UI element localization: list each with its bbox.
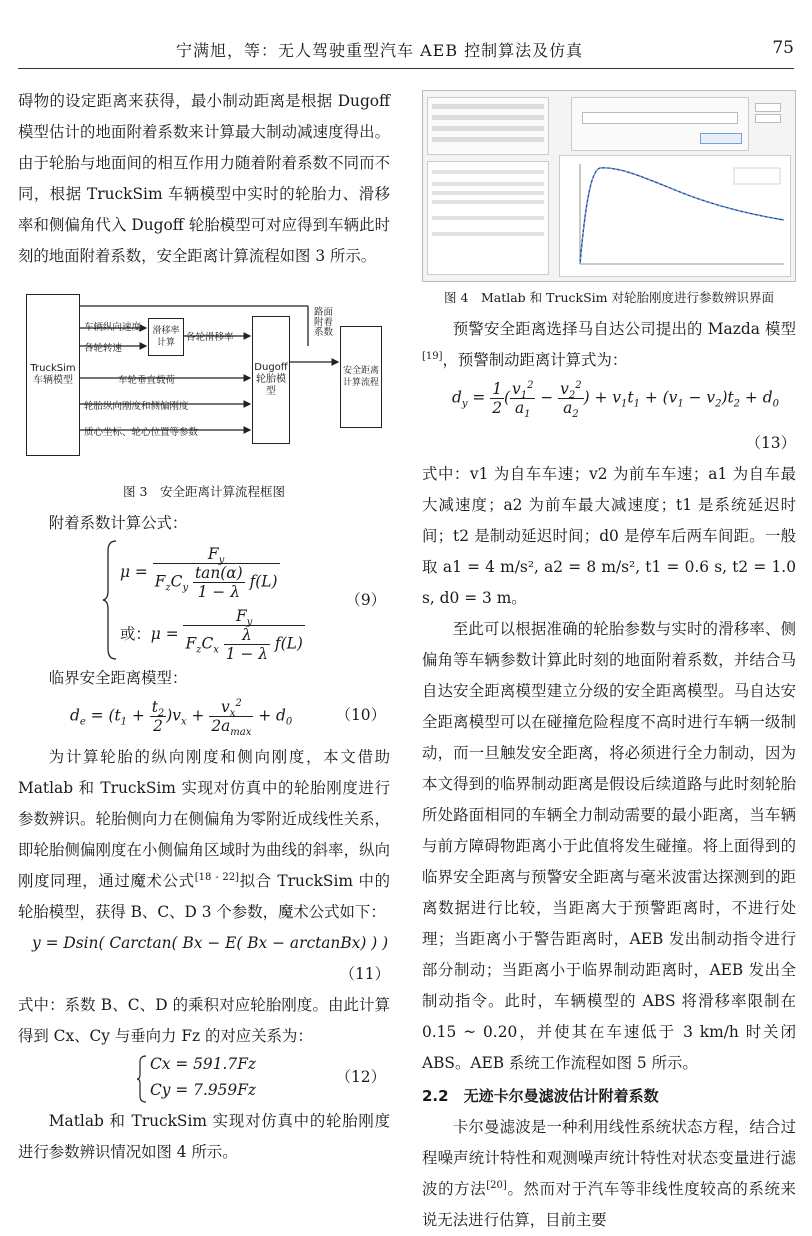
parameter-panel <box>427 97 549 155</box>
equation-13-number: （13） <box>745 434 796 452</box>
left-brace <box>102 539 118 661</box>
paragraph: 碍物的设定距离来获得，最小制动距离是根据 Dugoff 模型估计的地面附着系数来计算最大制动减速度得出。由于轮胎与地面间的相互作用力随着附着系数不同而不同，根据 TruckSim 车辆模型中实时的轮胎力、滑移率和侧偏角代入 Dugoff 轮胎模型可对应得到车辆此时刻的地面附着系数，安全距离计算流程如图 3 所示。 <box>18 92 390 265</box>
stop-button[interactable] <box>755 114 781 123</box>
label-misc-params: 质心坐标、轮心位置等参数 <box>84 427 199 438</box>
figure-4-caption: 图 4 Matlab 和 TruckSim 对轮胎刚度进行参数辨识界面 <box>444 290 774 305</box>
right-column <box>422 84 796 1236</box>
label-vertical-load: 车轮垂直载荷 <box>118 375 176 386</box>
equation-10-number: （10） <box>335 706 386 724</box>
equation-9-number: （9） <box>345 591 386 609</box>
box-slip-calc: 滑移率计算 <box>148 318 184 356</box>
fit-button[interactable] <box>755 103 781 112</box>
label-slip-ratio: 各轮滑移率 <box>186 332 234 343</box>
label-wheel-speed: 各轮转速 <box>84 343 123 354</box>
paragraph: 式中：v1 为自车车速；v2 为前车车速；a1 为自车最大减速度；a2 为前车最大减速度；t1 是系统延迟时间；t2 是制动延迟时间；d0 是停车后两车间距。一般取 a1 = 4 m/s², a2 = 8 m/s², t1 = 0.6 s, t2 = 1.0 s, d0 = 3 m。 <box>422 465 796 607</box>
paragraph: 预警安全距离选择马自达公司提出的 Mazda 模型[19]，预警制动距离计算式为： <box>422 320 796 369</box>
equation-11-number: （11） <box>339 965 390 983</box>
equation-12-number: （12） <box>335 1068 386 1086</box>
page-header <box>0 0 812 62</box>
equation-13: $d_y$ = $\frac{1}{2}$ ( $\frac{v_1^2}{a_1}$ − $\frac{v_2^2}{a_2}$ ) + $v_1t_1 + (v_1 - v_2)t_2 + d_0$ <box>452 379 779 421</box>
plot-legend <box>734 168 780 184</box>
paragraph: 式中：系数 B、C、D 的乘积对应轮胎刚度。由此计算得到 Cx、Cy 与垂向力 Fz 的对应关系为： <box>18 996 390 1045</box>
equation-10: $d_e = (t_1$ + $\frac{t_2}{2}$ )$v_x$ + $\frac{v_x^2}{2a_{max}}$ + $d_0$ （10） <box>70 697 386 739</box>
paragraph: 临界安全距离模型： <box>48 669 188 687</box>
label-tire-stiffness: 轮胎纵向刚度和侧偏刚度 <box>84 401 189 412</box>
left-brace <box>136 1054 148 1104</box>
box-trucksim: TruckSim车辆模型 <box>26 294 80 456</box>
label-vehicle-speed: 车辆纵向速度 <box>84 322 142 333</box>
equation-9: μ = $F_y$ $F_zC_y$ $\frac{\tan(\alpha)}{1 - \lambda}$ f(L) 或：μ = $F_y$ $F_zC_x$ $\frac{\lambda}{1 - \lambda}$ f(L) （9） <box>102 539 390 663</box>
header-rule <box>18 68 794 69</box>
paragraph: 为计算轮胎的纵向刚度和侧向刚度，本文借助 Matlab 和 TruckSim 实现对仿真中的轮胎刚度进行参数辨识。轮胎侧向力在侧偏角为零附近成线性关系，即轮胎侧偏刚度在小侧偏角区域时为曲线的斜率，纵向刚度同理，通过魔术公式[18 - 22]拟合 TruckSim 中的轮胎模型，获得 B、C、D 3 个参数，魔术公式如下： <box>18 748 390 921</box>
box-safe-distance: 安全距离计算流程 <box>340 326 382 428</box>
side-buttons <box>753 101 783 129</box>
paragraph: 至此可以根据准确的轮胎参数与实时的滑移率、侧偏角等车辆参数计算此时刻的地面附着系数，并结合马自达安全距离模型建立分级的安全距离模型。马自达安全距离模型可以在碰撞危险程度不高时进行车辆一级制动，而一旦触发安全距离，将必须进行全力制动，因为本文得到的临界制动距离是假设后续道路与此时刻轮胎所处路面相同的车辆全力制动需要的最小距离，当车辆与前方障碍物距离小于此值将发生碰撞。将上面得到的临界安全距离与预警安全距离与毫米波雷达探测到的距离数据进行比较，当距离大于预警距离时，不进行处理；当距离小于警告距离时，AEB 发出制动指令进行部分制动；当距离小于临界制动距离时，AEB 发出全制动指令。此时，车辆模型的 ABS 将滑移率限制在 0.15 ~ 0.20，并使其在车速低于 3 km/h 时关闭 ABS。AEB 系统工作流程如图 5 所示。 <box>422 620 796 1072</box>
section-heading: 2.2 无迹卡尔曼滤波估计附着系数 <box>422 1087 659 1105</box>
equation-12: Cx = 591.7Fz Cy = 7.959Fz （12） <box>18 1052 390 1106</box>
paragraph: 附着系数计算公式： <box>48 514 188 532</box>
figure-3-flowchart <box>18 286 390 476</box>
equation-11: y = Dsin( Carctan( Bx − E( Bx − arctanBx) ) ) <box>32 934 389 952</box>
paragraph: Matlab 和 TruckSim 实现对仿真中的轮胎刚度进行参数辨识情况如图 4 所示。 <box>18 1112 390 1161</box>
results-panel <box>427 161 549 275</box>
figure-3-caption: 图 3 安全距离计算流程框图 <box>123 484 285 499</box>
equation-panel <box>571 97 749 151</box>
paragraph: 卡尔曼滤波是一种利用线性系统状态方程，结合过程噪声统计特性和观测噪声统计特性对状态变量进行滤波的方法[20]。然而对于汽车等非线性度较高的系统来说无法进行估算，目前主要 <box>422 1118 796 1229</box>
running-title: 宁满旭，等：无人驾驶重型汽车 AEB 控制算法及仿真 <box>176 41 584 60</box>
figure-4-screenshot <box>422 90 796 282</box>
label-road-coefficient: 路面附着系数 <box>314 307 334 338</box>
equation-9-or: 或： <box>120 625 151 643</box>
box-dugoff: Dugoff轮胎模型 <box>252 316 290 444</box>
page-number: 75 <box>772 38 794 58</box>
left-column <box>18 86 390 1168</box>
options-button[interactable] <box>700 133 742 144</box>
fit-plot <box>559 155 791 277</box>
